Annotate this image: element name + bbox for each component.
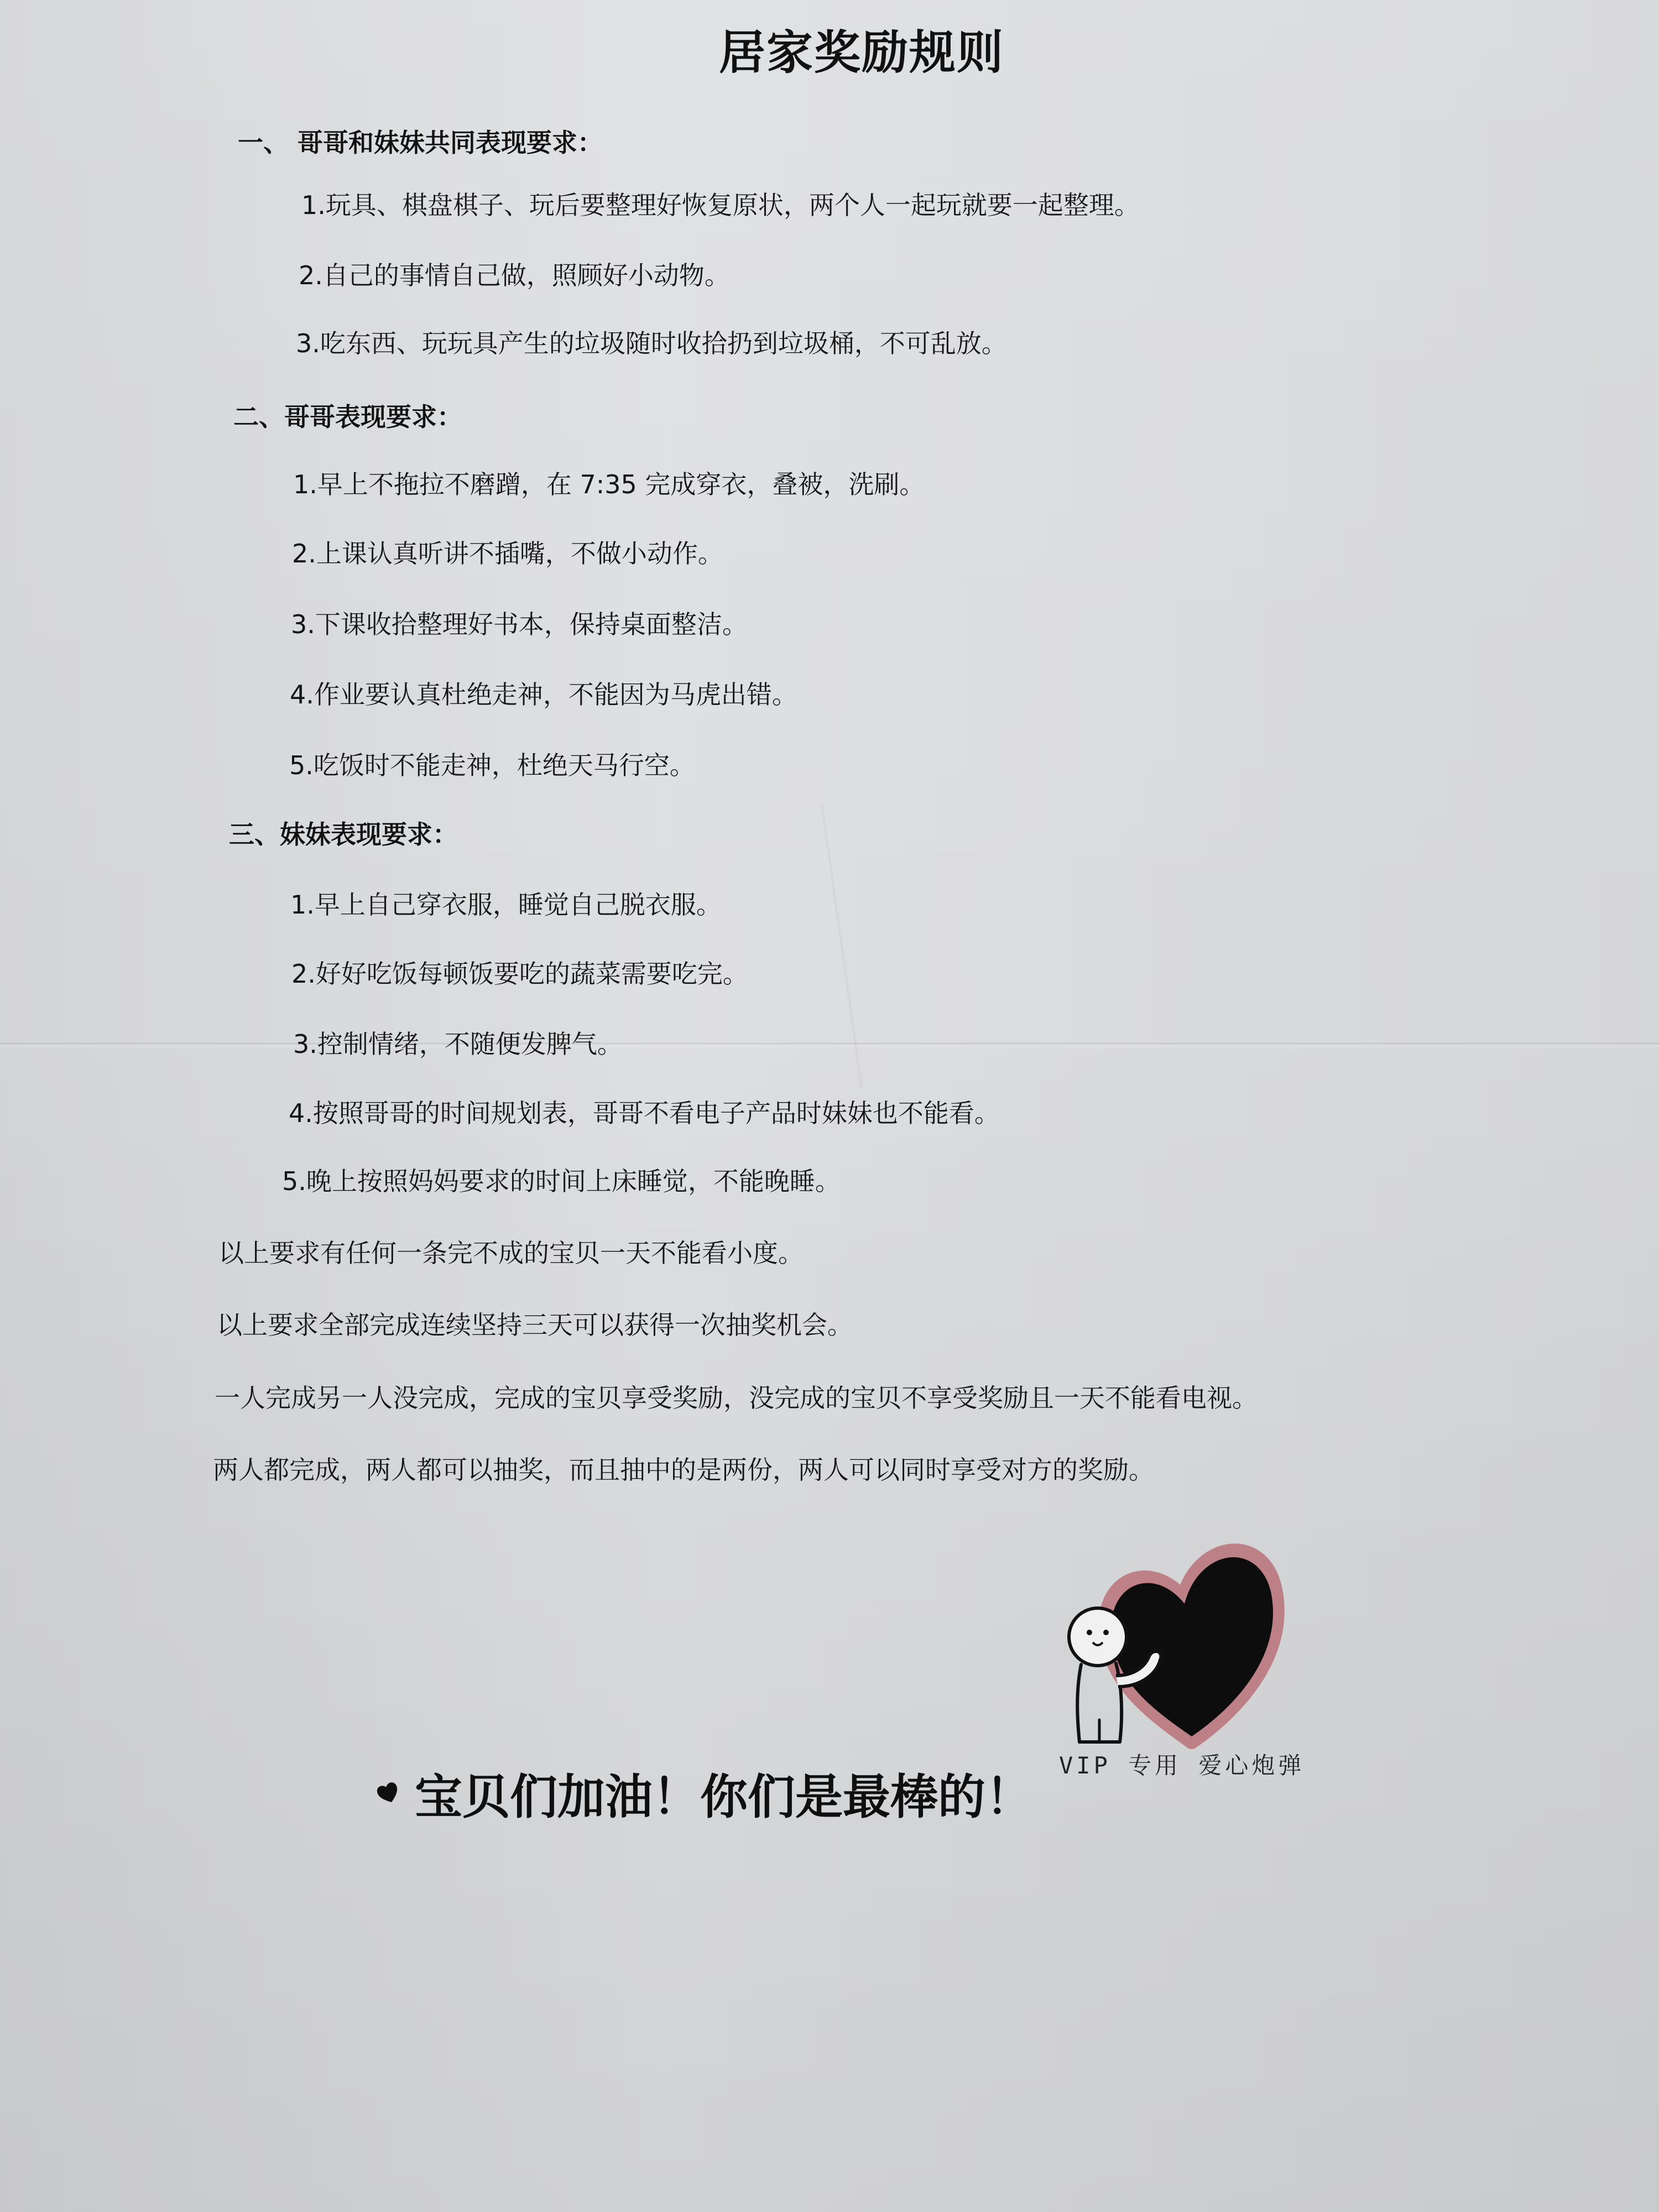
fold-crease-horizontal: [0, 1042, 1659, 1045]
rule-item: 3.控制情绪，不随便发脾气。: [293, 1029, 623, 1059]
note-line: 两人都完成，两人都可以抽奖，而且抽中的是两份，两人可以同时享受对方的奖励。: [213, 1455, 1154, 1485]
rule-item: 2.上课认真听讲不插嘴，不做小动作。: [292, 539, 723, 568]
rule-item: 1.早上不拖拉不磨蹭，在 7:35 完成穿衣，叠被，洗刷。: [293, 469, 925, 499]
note-line: 以上要求全部完成连续坚持三天可以获得一次抽奖机会。: [217, 1310, 853, 1340]
note-line: 一人完成另一人没完成，完成的宝贝享受奖励，没完成的宝贝不享受奖励且一天不能看电视。: [215, 1383, 1258, 1413]
document-title: 居家奖励规则: [719, 25, 1005, 80]
figure-head: [1069, 1608, 1126, 1666]
section-heading-shared: 一、 哥哥和妹妹共同表现要求：: [238, 128, 603, 158]
sticker-caption: VIP 专用 爱心炮弹: [1059, 1752, 1305, 1779]
rule-item: 2.好好吃饭每顿饭要吃的蔬菜需要吃完。: [291, 959, 748, 989]
rule-item: 3.下课收拾整理好书本，保持桌面整洁。: [291, 609, 748, 639]
rule-item: 2.自己的事情自己做，照顾好小动物。: [299, 260, 730, 290]
rule-item: 1.玩具、棋盘棋子、玩后要整理好恢复原状，两个人一起玩就要一起整理。: [301, 190, 1140, 220]
heart-bullet-icon: [376, 1781, 400, 1805]
rule-item: 3.吃东西、玩玩具产生的垃圾随时收拾扔到垃圾桶，不可乱放。: [296, 328, 1007, 358]
rule-item: 1.早上自己穿衣服，睡觉自己脱衣服。: [290, 890, 722, 920]
cheer-line: [376, 1759, 1033, 1827]
note-line: 以上要求有任何一条完不成的宝贝一天不能看小度。: [218, 1238, 804, 1268]
rule-item: 4.作业要认真杜绝走神，不能因为马虎出错。: [290, 680, 797, 709]
cheer-text: 宝贝们加油！你们是最棒的！: [415, 1770, 1033, 1825]
rule-item: 4.按照哥哥的时间规划表，哥哥不看电子产品时妹妹也不能看。: [289, 1098, 1000, 1128]
rule-item: 5.晚上按照妈妈要求的时间上床睡觉，不能晚睡。: [282, 1166, 841, 1196]
section-heading-sister: 三、妹妹表现要求：: [229, 820, 458, 849]
section-heading-brother: 二、哥哥表现要求：: [233, 402, 462, 432]
rule-item: 5.吃饭时不能走神，杜绝天马行空。: [289, 750, 695, 780]
